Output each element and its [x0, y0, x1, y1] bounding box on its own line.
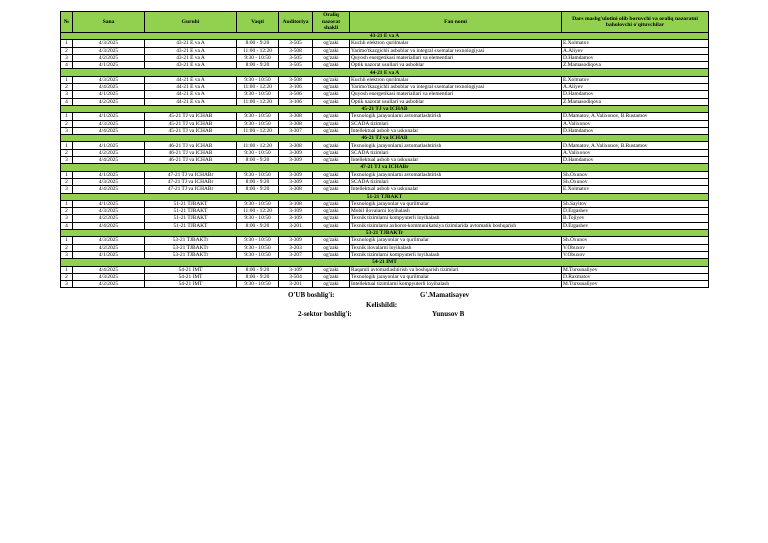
row-teacher: D.Raxmatov — [562, 273, 709, 280]
header-group: Guruhi — [145, 12, 237, 33]
row-subject: Texnik ilovalarni loyihalash — [350, 244, 562, 251]
row-teacher: D.Mamatov, A.Valixonov, B.Rustamov — [562, 113, 709, 120]
row-form: og'zaki — [313, 40, 350, 47]
row-teacher: D.Mamatov, A.Valixonov, B.Rustamov — [562, 142, 709, 149]
row-date: 4/1/2025 — [73, 142, 145, 149]
row-num: 2 — [61, 47, 73, 54]
row-group: 44-21 E va A — [145, 98, 237, 105]
row-date: 4/4/2025 — [73, 266, 145, 273]
header-num: № — [61, 12, 73, 33]
table-row — [61, 208, 709, 215]
schedule-sheet — [60, 11, 708, 288]
group-title: 54-21 IMT — [61, 259, 709, 266]
header-room: Auditoriya — [279, 12, 313, 33]
row-date: 4/1/2025 — [73, 113, 145, 120]
row-room: 3-309 — [279, 157, 313, 164]
row-date: 4/3/2025 — [73, 178, 145, 185]
group-title: 46-21 TJ va ICHAB — [61, 135, 709, 142]
group-header-row — [61, 135, 709, 142]
row-time: 9:30 - 10:50 — [237, 91, 279, 98]
row-num: 1 — [61, 266, 73, 273]
row-teacher: Z.Mamasodiqova — [562, 98, 709, 105]
row-subject: Intellektual asbob va uskunalar — [350, 157, 562, 164]
row-time: 8:00 - 9:20 — [237, 273, 279, 280]
row-subject: Texnologik jarayonlarni avtomatlashtirish — [350, 113, 562, 120]
row-form: og'zaki — [313, 157, 350, 164]
row-room: 3-308 — [279, 120, 313, 127]
row-time: 9:30 - 10:50 — [237, 76, 279, 83]
row-group: 51-21 TJBAKT — [145, 208, 237, 215]
row-subject: SCADA tizimlari — [350, 178, 562, 185]
row-form: og'zaki — [313, 91, 350, 98]
group-title: 44-21 E va A — [61, 69, 709, 76]
agreed-label: Kelishildi: — [366, 301, 398, 309]
row-num: 3 — [61, 157, 73, 164]
row-date: 4/2/2025 — [73, 281, 145, 288]
table-row — [61, 237, 709, 244]
group-header-row — [61, 259, 709, 266]
row-num: 2 — [61, 149, 73, 156]
table-row — [61, 273, 709, 280]
row-group: 53-21 TJBAKTr — [145, 251, 237, 258]
table-row — [61, 171, 709, 178]
row-time: 8:00 - 9:20 — [237, 178, 279, 185]
row-num: 3 — [61, 215, 73, 222]
row-form: og'zaki — [313, 244, 350, 251]
table-row — [61, 127, 709, 134]
row-form: og'zaki — [313, 237, 350, 244]
row-time: 9:30 - 10:50 — [237, 149, 279, 156]
row-room: 3-309 — [279, 237, 313, 244]
row-time: 11:00 - 12:20 — [237, 84, 279, 91]
row-room: 3-109 — [279, 208, 313, 215]
row-room: 3-505 — [279, 54, 313, 61]
row-num: 2 — [61, 244, 73, 251]
row-group: 51-21 TJBAKT — [145, 215, 237, 222]
row-time: 8:00 - 9:20 — [237, 266, 279, 273]
table-row — [61, 222, 709, 229]
row-time: 11:00 - 12:20 — [237, 47, 279, 54]
row-date: 4/1/2025 — [73, 171, 145, 178]
row-group: 46-21 TJ va ICHAB — [145, 149, 237, 156]
group-header-row — [61, 69, 709, 76]
row-room: 3-506 — [279, 91, 313, 98]
table-row — [61, 84, 709, 91]
exam-schedule-table — [60, 11, 709, 288]
header-time: Vaqti — [237, 12, 279, 33]
row-subject: Yarimo'tkazgichli asboblar va integral sxemalar texnologiyasi — [350, 47, 562, 54]
row-teacher: M.Tursunaliyev — [562, 266, 709, 273]
oub-label: O'UB boshlig'i: — [288, 291, 335, 299]
header-row — [61, 12, 709, 33]
row-room: 3-108 — [279, 200, 313, 207]
row-teacher: D.Ergashev — [562, 208, 709, 215]
row-subject: Raqamli avtomatlashtirish va boshqarish tizimlari — [350, 266, 562, 273]
row-group: 54-21 IMT — [145, 281, 237, 288]
row-group: 53-21 TJBAKTr — [145, 244, 237, 251]
row-time: 9:30 - 10:50 — [237, 113, 279, 120]
row-form: og'zaki — [313, 281, 350, 288]
table-row — [61, 251, 709, 258]
row-num: 1 — [61, 142, 73, 149]
row-teacher: E.Xolmatov — [562, 40, 709, 47]
row-subject: Quyosh energetikasi materiallari va elementlari — [350, 91, 562, 98]
row-form: og'zaki — [313, 62, 350, 69]
group-title: 43-21 E va A — [61, 33, 709, 40]
row-room: 3-203 — [279, 244, 313, 251]
row-group: 54-21 IMT — [145, 266, 237, 273]
header-subject: Fan nomi — [350, 12, 562, 33]
row-room: 3-309 — [279, 149, 313, 156]
row-subject: SCADA tizimlari — [350, 149, 562, 156]
row-group: 51-21 TJBAKT — [145, 200, 237, 207]
row-num: 1 — [61, 113, 73, 120]
table-row — [61, 47, 709, 54]
row-room: 3-308 — [279, 142, 313, 149]
group-header-row — [61, 33, 709, 40]
table-row — [61, 113, 709, 120]
row-time: 11:00 - 12:20 — [237, 142, 279, 149]
row-teacher: A.Aliyev — [562, 47, 709, 54]
row-num: 3 — [61, 91, 73, 98]
row-num: 1 — [61, 237, 73, 244]
row-group: 47-21 TJ va ICHABr — [145, 178, 237, 185]
row-form: og'zaki — [313, 266, 350, 273]
row-form: og'zaki — [313, 98, 350, 105]
row-date: 4/4/2025 — [73, 157, 145, 164]
row-room: 3-106 — [279, 84, 313, 91]
group-title: 51-21 TJBAKT — [61, 193, 709, 200]
row-time: 9:30 - 10:50 — [237, 120, 279, 127]
table-row — [61, 266, 709, 273]
row-teacher: V.Obuxov — [562, 251, 709, 258]
header-form: Oraliq nazorat shakli — [313, 12, 350, 33]
row-form: og'zaki — [313, 113, 350, 120]
row-subject: Optik nazorat usullari va asboblar — [350, 98, 562, 105]
row-teacher: B.Tojiyev — [562, 215, 709, 222]
row-room: 3-308 — [279, 186, 313, 193]
row-time: 9:30 - 10:50 — [237, 237, 279, 244]
row-num: 1 — [61, 171, 73, 178]
row-date: 4/4/2025 — [73, 127, 145, 134]
row-group: 53-21 TJBAKTr — [145, 237, 237, 244]
table-row — [61, 120, 709, 127]
row-teacher: M.Tursunaliyev — [562, 281, 709, 288]
table-row — [61, 186, 709, 193]
row-teacher: D.Hamdamov — [562, 157, 709, 164]
row-num: 3 — [61, 251, 73, 258]
group-header-row — [61, 164, 709, 171]
row-group: 43-21 E va A — [145, 47, 237, 54]
row-room: 3-508 — [279, 76, 313, 83]
row-num: 2 — [61, 84, 73, 91]
row-group: 47-21 TJ va ICHABr — [145, 171, 237, 178]
table-row — [61, 178, 709, 185]
row-num: 3 — [61, 186, 73, 193]
row-subject: Texnologik jarayonlarni avtomatlashtirish — [350, 171, 562, 178]
row-time: 9:30 - 10:50 — [237, 171, 279, 178]
row-group: 43-21 E va A — [145, 54, 237, 61]
row-date: 4/1/2025 — [73, 62, 145, 69]
row-time: 11:00 - 12:20 — [237, 208, 279, 215]
row-subject: Intellektual tizimlarni kompyuterli loyihalash — [350, 281, 562, 288]
row-room: 3-505 — [279, 62, 313, 69]
row-num: 2 — [61, 208, 73, 215]
row-teacher: E.Xolmatov — [562, 186, 709, 193]
row-num: 2 — [61, 120, 73, 127]
row-date: 4/2/2025 — [73, 149, 145, 156]
row-form: og'zaki — [313, 222, 350, 229]
row-form: og'zaki — [313, 149, 350, 156]
row-num: 3 — [61, 54, 73, 61]
row-group: 44-21 E va A — [145, 91, 237, 98]
row-time: 8:00 - 9:20 — [237, 222, 279, 229]
row-time: 9:30 - 10:50 — [237, 244, 279, 251]
row-num: 3 — [61, 127, 73, 134]
row-num: 3 — [61, 281, 73, 288]
row-date: 4/3/2025 — [73, 208, 145, 215]
table-row — [61, 91, 709, 98]
row-group: 43-21 E va A — [145, 40, 237, 47]
row-num: 4 — [61, 98, 73, 105]
row-group: 45-21 TJ va ICHAB — [145, 113, 237, 120]
row-room: 3-309 — [279, 171, 313, 178]
row-subject: Mobil ilovalarni loyihalash — [350, 208, 562, 215]
row-subject: Texnologik jarayonlarni avtomatlashtirish — [350, 142, 562, 149]
row-num: 1 — [61, 200, 73, 207]
row-num: 4 — [61, 222, 73, 229]
row-num: 2 — [61, 178, 73, 185]
row-teacher: D.Hamdamov — [562, 54, 709, 61]
row-group: 46-21 TJ va ICHAB — [145, 157, 237, 164]
row-time: 11:00 - 12:20 — [237, 98, 279, 105]
row-num: 1 — [61, 40, 73, 47]
row-room: 3-201 — [279, 222, 313, 229]
table-row — [61, 98, 709, 105]
row-subject: Quyosh energetikasi materiallari va elementlari — [350, 54, 562, 61]
row-room: 3-308 — [279, 113, 313, 120]
row-subject: Kuchli elektron qurilmalar — [350, 76, 562, 83]
row-group: 43-21 E va A — [145, 62, 237, 69]
row-time: 9:30 - 10:50 — [237, 200, 279, 207]
table-row — [61, 244, 709, 251]
row-subject: Texnik tizimlarni axborot-kommunikatsiya tizimlarida avtomatik boshqarish — [350, 222, 562, 229]
row-time: 9:30 - 10:50 — [237, 251, 279, 258]
row-date: 4/2/2025 — [73, 98, 145, 105]
header-teacher: Dars mashg'ulotini olib boruvchi va oraliq nazoratni baholovchi o'qituvchilar — [562, 12, 709, 33]
row-time: 11:00 - 12:20 — [237, 127, 279, 134]
table-row — [61, 149, 709, 156]
row-form: og'zaki — [313, 54, 350, 61]
row-room: 3-207 — [279, 251, 313, 258]
row-time: 9:30 - 10:50 — [237, 215, 279, 222]
row-date: 4/2/2025 — [73, 215, 145, 222]
row-room: 3-109 — [279, 215, 313, 222]
row-subject: Texnik tizimlarni kompyuterli loyihalash — [350, 215, 562, 222]
group-title: 53-21 TJBAKTr — [61, 230, 709, 237]
row-date: 4/3/2025 — [73, 47, 145, 54]
row-group: 51-21 TJBAKT — [145, 222, 237, 229]
table-row — [61, 142, 709, 149]
row-date: 4/3/2025 — [73, 237, 145, 244]
row-form: og'zaki — [313, 142, 350, 149]
row-teacher: Sh.Oxunov — [562, 171, 709, 178]
sector-label: 2-sektor boshlig'i: — [298, 310, 352, 318]
row-room: 3-504 — [279, 273, 313, 280]
row-form: og'zaki — [313, 251, 350, 258]
row-date: 4/3/2025 — [73, 120, 145, 127]
table-body — [61, 33, 709, 288]
row-num: 2 — [61, 273, 73, 280]
row-subject: Texnologik jarayonlar va qurilmalar — [350, 200, 562, 207]
row-time: 9:30 - 10:50 — [237, 54, 279, 61]
row-form: og'zaki — [313, 127, 350, 134]
row-form: og'zaki — [313, 273, 350, 280]
row-form: og'zaki — [313, 215, 350, 222]
row-date: 4/4/2025 — [73, 222, 145, 229]
row-num: 1 — [61, 76, 73, 83]
group-header-row — [61, 105, 709, 112]
row-time: 8:00 - 9:20 — [237, 186, 279, 193]
row-teacher: E.Xolmatov — [562, 76, 709, 83]
table-row — [61, 281, 709, 288]
row-form: og'zaki — [313, 120, 350, 127]
row-room: 3-508 — [279, 47, 313, 54]
row-room: 3-309 — [279, 178, 313, 185]
row-form: og'zaki — [313, 208, 350, 215]
row-form: og'zaki — [313, 84, 350, 91]
row-group: 45-21 TJ va ICHAB — [145, 120, 237, 127]
row-room: 3-106 — [279, 98, 313, 105]
row-teacher: A.Valixonov — [562, 120, 709, 127]
row-group: 44-21 E va A — [145, 76, 237, 83]
row-time: 8:00 - 9:20 — [237, 62, 279, 69]
row-group: 47-21 TJ va ICHABr — [145, 186, 237, 193]
row-subject: Yarimo'tkazgichli asboblar va integral sxemalar texnologiyasi — [350, 84, 562, 91]
table-row — [61, 157, 709, 164]
group-title: 47-21 TJ va ICHABr — [61, 164, 709, 171]
sector-name: Yunusov B — [432, 310, 465, 318]
row-subject: Intellektual asbob va uskunalar — [350, 186, 562, 193]
row-form: og'zaki — [313, 76, 350, 83]
row-subject: Texnik tizimlarni kompyuterli loyihalash — [350, 251, 562, 258]
row-teacher: D.Hamdamov — [562, 127, 709, 134]
row-form: og'zaki — [313, 186, 350, 193]
row-form: og'zaki — [313, 200, 350, 207]
row-time: 9:30 - 10:50 — [237, 281, 279, 288]
group-title: 45-21 TJ va ICHAB — [61, 105, 709, 112]
row-date: 4/1/2025 — [73, 91, 145, 98]
row-date: 4/2/2025 — [73, 54, 145, 61]
row-room: 3-307 — [279, 127, 313, 134]
row-date: 4/2/2025 — [73, 244, 145, 251]
row-room: 3-201 — [279, 281, 313, 288]
row-teacher: Sh.Sayitov — [562, 200, 709, 207]
row-form: og'zaki — [313, 171, 350, 178]
row-date: 4/1/2025 — [73, 251, 145, 258]
row-subject: Optik nazorat usullari va asboblar — [350, 62, 562, 69]
row-date: 4/3/2025 — [73, 273, 145, 280]
row-group: 45-21 TJ va ICHAB — [145, 127, 237, 134]
row-subject: SCADA tizimlari — [350, 120, 562, 127]
row-teacher: Z.Mamasodiqova — [562, 62, 709, 69]
table-row — [61, 200, 709, 207]
row-group: 46-21 TJ va ICHAB — [145, 142, 237, 149]
row-room: 3-505 — [279, 40, 313, 47]
row-date: 4/3/2025 — [73, 40, 145, 47]
row-date: 4/4/2025 — [73, 84, 145, 91]
row-form: og'zaki — [313, 47, 350, 54]
row-teacher: Sh.Oxunov — [562, 178, 709, 185]
group-header-row — [61, 193, 709, 200]
row-teacher: A.Aliyev — [562, 84, 709, 91]
row-subject: Kuchli elektron qurilmalar — [350, 40, 562, 47]
table-row — [61, 215, 709, 222]
row-subject: Texnologik jarayonlar va qurilmalar — [350, 237, 562, 244]
row-teacher: A.Valixonov — [562, 149, 709, 156]
row-time: 8:00 - 9:20 — [237, 157, 279, 164]
row-room: 3-109 — [279, 266, 313, 273]
row-group: 54-21 IMT — [145, 273, 237, 280]
row-form: og'zaki — [313, 178, 350, 185]
row-date: 4/3/2025 — [73, 76, 145, 83]
row-date: 4/1/2025 — [73, 200, 145, 207]
table-row — [61, 54, 709, 61]
row-teacher: V.Obuxov — [562, 244, 709, 251]
row-time: 8:00 - 9:20 — [237, 40, 279, 47]
oub-name: G'.Mamatisayev — [420, 291, 470, 299]
header-date: Sana — [73, 12, 145, 33]
table-row — [61, 76, 709, 83]
row-teacher: Sh.Oxunov — [562, 237, 709, 244]
row-num: 4 — [61, 62, 73, 69]
row-subject: Intellektual asbob va uskunalar — [350, 127, 562, 134]
table-row — [61, 62, 709, 69]
row-teacher: D.Ergashev — [562, 222, 709, 229]
row-subject: Texnologik jarayonlar va qurilmalar — [350, 273, 562, 280]
row-teacher: D.Hamdamov — [562, 91, 709, 98]
row-date: 4/4/2025 — [73, 186, 145, 193]
group-header-row — [61, 230, 709, 237]
table-row — [61, 40, 709, 47]
row-group: 44-21 E va A — [145, 84, 237, 91]
